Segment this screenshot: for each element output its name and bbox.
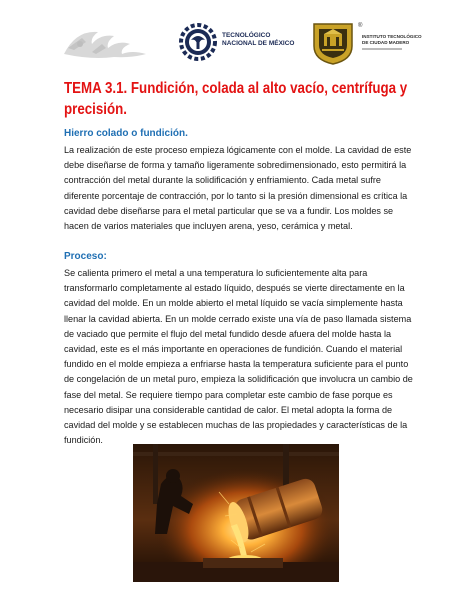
section-paragraph-proceso: Se calienta primero el metal a una temperatura lo suficientemente alta para transformarlo completamente al estado líquido, después se vierte directamente en la cavidad del molde. En un molde abierto el metal líquido se vacía simplemente hasta llenar la cavidad abierta. En un molde cerrado existe una vía de paso llamada sistema de vaciado que permite el flujo del metal fundido desde afuera del molde hasta la cavidad, este es el más importante en operaciones de fundición. Cuando el material fundido en el molde empieza a enfriarse hasta la temperatura suficiente para el punto de congelación de un metal puro, empieza la solidificación que involucra un cambio de fase del metal. Se requiere tiempo para completar este cambio de fase porque es necesario disipar una considerable cantidad de calor. El metal adopta la forma de cavidad del molde y se establecen muchas de las propiedades y características de la fundición. [64, 268, 413, 446]
aztec-decoration-icon [62, 24, 150, 64]
section-heading-hierro: Hierro colado o fundición. [64, 128, 188, 139]
page-header [0, 18, 474, 70]
itcm-logo [310, 20, 422, 68]
section-heading-proceso: Proceso: [64, 251, 107, 262]
tecnm-logo-text [222, 32, 294, 48]
tecnm-gear-logo-icon [178, 20, 218, 64]
tecnm-logo-line-2: NACIONAL DE MÉXICO [222, 40, 295, 47]
tecnm-logo-line-1: TECNOLÓGICO [222, 32, 271, 39]
itcm-logo-line-1: INSTITUTO TECNOLÓGICO [362, 34, 422, 39]
itcm-underline [362, 48, 402, 50]
itcm-registered-mark: ® [358, 23, 363, 29]
itcm-shield-logo-icon [310, 20, 356, 66]
molten-metal-pouring-photo [133, 444, 339, 582]
itcm-logo-text [362, 34, 422, 50]
section-paragraph-hierro: La realización de este proceso empieza lógicamente con el molde. La cavidad de este debe diseñarse de forma y tamaño ligeramente sobredimensionado, esto permitirá la contracción del metal durante la solidificación y enfriamiento. Cada metal sufre diferente porcentaje de contracción, por lo tanto si la presión dimensional es crítica la cavidad debe diseñarse para el metal particular que se va a fundir. Los moldes se hacen de varios materiales que incluyen arena, yeso, cerámica y metal. [64, 145, 412, 232]
itcm-logo-line-2: DE CIUDAD MADERO [362, 40, 410, 45]
page-title: TEMA 3.1. Fundición, colada al alto vacío, centrífuga y precisión. [64, 80, 408, 118]
tecnm-logo [178, 18, 298, 68]
